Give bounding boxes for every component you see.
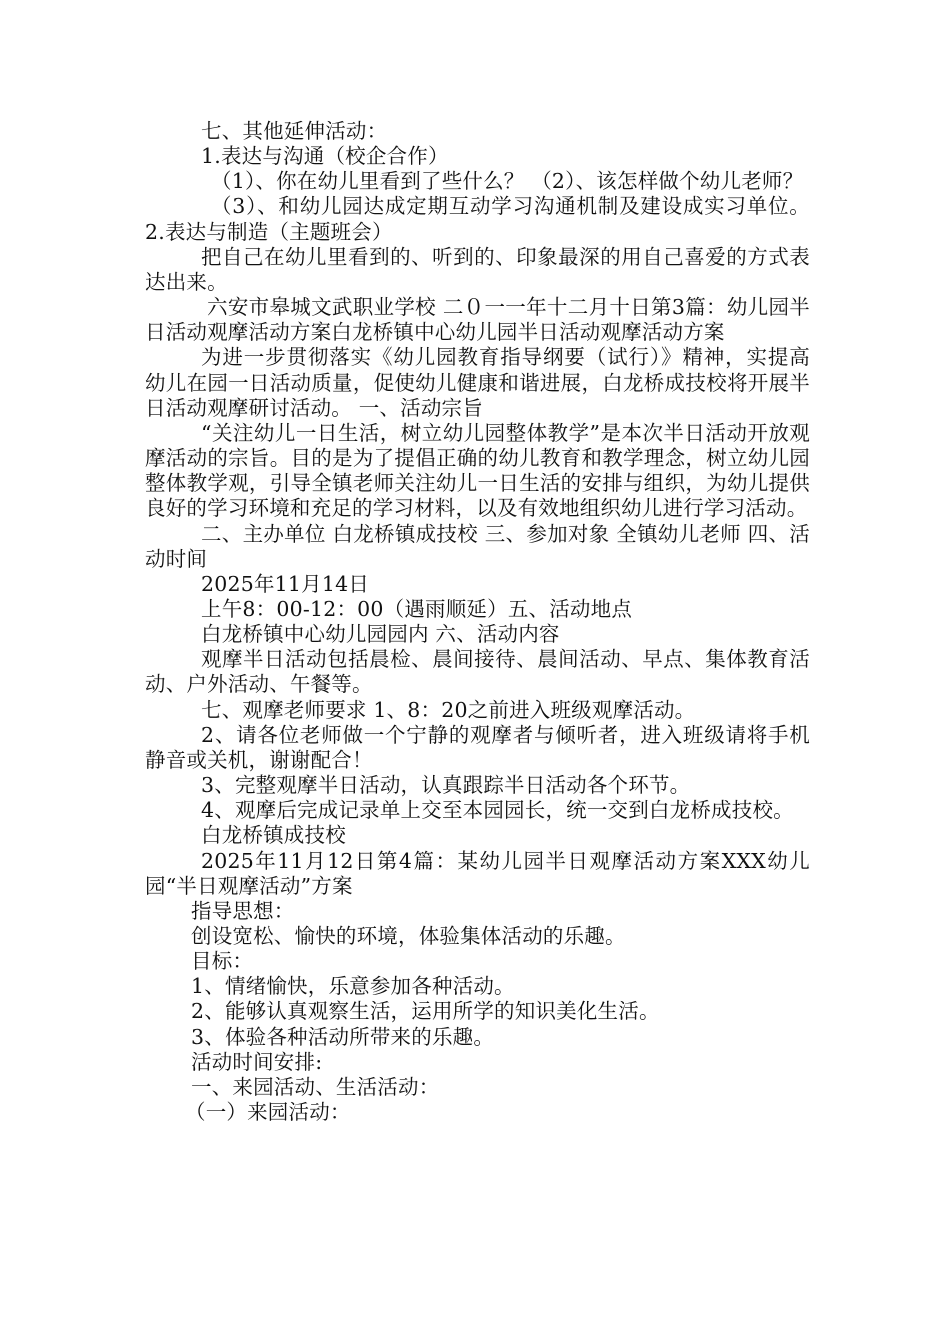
paragraph: 3、体验各种活动所带来的乐趣。 — [191, 1024, 495, 1049]
paragraph: 3、完整观摩半日活动，认真跟踪半日活动各个环节。 — [201, 773, 691, 798]
paragraph: 观摩半日活动包括晨检、晨间接待、晨间活动、早点、集体教育活动、户外活动、午餐等。 — [145, 647, 810, 697]
paragraph: 1、情绪愉快，乐意参加各种活动。 — [191, 974, 515, 999]
paragraph: 1.表达与沟通（校企合作） — [201, 144, 449, 169]
paragraph: （1）、你在幼儿里看到了些什么？ （2）、该怎样做个幼儿老师？ — [211, 169, 804, 194]
paragraph: 一、来园活动、生活活动： — [191, 1074, 440, 1099]
paragraph: 4、观摩后完成记录单上交至本园园长，统一交到白龙桥成技校。 — [201, 798, 794, 823]
heading-extension-activities: 七、其他延伸活动： — [201, 119, 388, 143]
paragraph: 指导思想： — [191, 898, 295, 923]
paragraph: 把自己在幼儿里看到的、听到的、印象最深的用自己喜爱的方式表达出来。 — [145, 244, 810, 294]
paragraph: （3）、和幼儿园达成定期互动学习沟通机制及建设成实习单位。 2.表达与制造（主题班会） — [145, 194, 810, 244]
paragraph: 七、观摩老师要求 1、8：20之前进入班级观摩活动。 — [201, 697, 696, 722]
paragraph: 为进一步贯彻落实《幼儿园教育指导纲要（试行）》精神，实提高幼儿在园一日活动质量，促使幼儿健康和谐进展，白龙桥成技校将开展半日活动观摩研讨活动。 一、活动宗旨 — [145, 345, 810, 420]
paragraph: 六安市皋城文武职业学校 二０一一年十二月十日第3篇：幼儿园半日活动观摩活动方案白龙桥镇中心幼儿园半日活动观摩活动方案 — [145, 295, 810, 345]
document-body — [145, 119, 810, 1125]
paragraph: 2、请各位老师做一个宁静的观摩者与倾听者，进入班级请将手机静音或关机，谢谢配合！ — [145, 722, 810, 772]
paragraph: 上午8：00-12：00（遇雨顺延）五、活动地点 — [201, 596, 633, 621]
paragraph: 创设宽松、愉快的环境，体验集体活动的乐趣。 — [191, 924, 626, 948]
paragraph: 白龙桥镇成技校 — [201, 823, 346, 848]
paragraph: 目标： — [191, 949, 254, 974]
paragraph: 2、能够认真观察生活，运用所学的知识美化生活。 — [191, 999, 660, 1024]
paragraph: 二、主办单位 白龙桥镇成技校 三、参加对象 全镇幼儿老师 四、活动时间 — [145, 521, 810, 571]
paragraph: 2025年11月14日 — [201, 571, 370, 596]
paragraph: 白龙桥镇中心幼儿园园内 六、活动内容 — [201, 622, 560, 647]
paragraph: 2025年11月12日第4篇：某幼儿园半日观摩活动方案XXX幼儿园“半日观摩活动”方案 — [145, 848, 810, 898]
paragraph: 活动时间安排: — [191, 1049, 323, 1074]
paragraph: （一）来园活动： — [185, 1100, 351, 1125]
paragraph: “关注幼儿一日生活，树立幼儿园整体教学”是本次半日活动开放观摩活动的宗旨。目的是为了提倡正确的幼儿教育和教学理念，树立幼儿园整体教学观，引导全镇老师关注幼儿一日生活的安排与组织，为幼儿提供良好的学习环境和充足的学习材料，以及有效地组织幼儿进行学习活动。 — [145, 420, 810, 521]
